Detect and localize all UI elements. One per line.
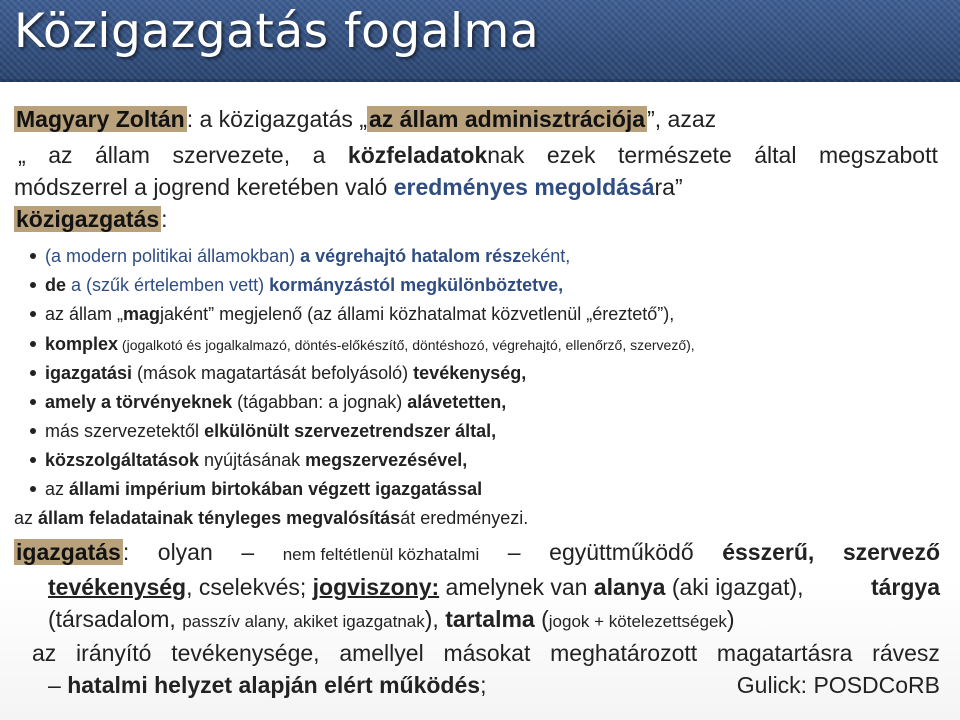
bullet-4: komplex (jogalkotó és jogalkalmazó, döntés-előkészítő, döntéshozó, végrehajtó, ellenőrző, szervező), (30, 334, 695, 355)
igazgatas-line-2: tevékenység, cselekvés; jogviszony: amelynek van alanya (aki igazgat), tárgya (48, 574, 940, 600)
bullet-icon (30, 253, 36, 259)
igazgatas-line-3: (társadalom, passzív alany, akiket igazgatnak), tartalma (jogok + kötelezettségek) (48, 606, 735, 632)
definition-conclusion: az állam feladatainak tényleges megvalósítását eredményezi. (14, 508, 529, 528)
igazgatas-line-4: az irányító tevékenysége, amellyel másokat meghatározott magatartásra rávesz (32, 640, 940, 666)
bullet-icon (30, 311, 36, 317)
bullet-6: amely a törvényeknek (tágabban: a jognak) alávetetten, (30, 392, 506, 413)
term-kozigazgatas: közigazgatás (16, 206, 160, 232)
bullet-icon (30, 282, 36, 288)
title-bar (0, 0, 960, 82)
bullet-icon (30, 370, 36, 376)
slide-title: Közigazgatás fogalma (14, 4, 540, 59)
bullet-icon (30, 399, 36, 405)
bullet-5: igazgatási (mások magatartását befolyásoló) tevékenység, (30, 363, 526, 384)
bullet-2: de a (szűk értelemben vett) kormányzástól megkülönböztetve, (30, 275, 563, 296)
definition-term: közigazgatás: (16, 206, 168, 232)
intro-line-3: módszerrel a jogrend keretében való eredményes megoldására” (14, 174, 683, 200)
author-name: Magyary Zoltán (16, 106, 185, 132)
bullet-icon (30, 457, 36, 463)
gulick-reference: Gulick: POSDCoRB (736, 672, 940, 698)
bullet-9: az állami impérium birtokában végzett igazgatással (30, 479, 482, 500)
bullet-icon (30, 486, 36, 492)
bullet-1: (a modern politikai államokban) a végrehajtó hatalom részeként, (30, 246, 570, 267)
bullet-icon (30, 428, 36, 434)
bullet-8: közszolgáltatások nyújtásának megszervezésével, (30, 450, 467, 471)
bullet-icon (30, 341, 36, 347)
bullet-3: az állam „magjaként” megjelenő (az állami közhatalmat közvetlenül „éreztető”), (30, 304, 674, 325)
bullet-7: más szervezetektől elkülönült szervezetrendszer által, (30, 421, 496, 442)
igazgatas-line-5: – hatalmi helyzet alapján elért működés; Gulick: POSDCoRB (48, 672, 940, 698)
igazgatas-line-1: igazgatás: olyan – nem feltétlenül közhatalmi – együttműködő ésszerű, szervező (16, 539, 940, 565)
term-igazgatas: igazgatás (16, 539, 121, 565)
intro-line-2: „ az állam szervezete, a közfeladatoknak ezek természete által megszabott (18, 142, 938, 168)
intro-line-1: Magyary Zoltán: a közigazgatás „az állam adminisztrációja”, azaz (16, 106, 717, 132)
key-phrase: az állam adminisztrációja (368, 106, 646, 132)
